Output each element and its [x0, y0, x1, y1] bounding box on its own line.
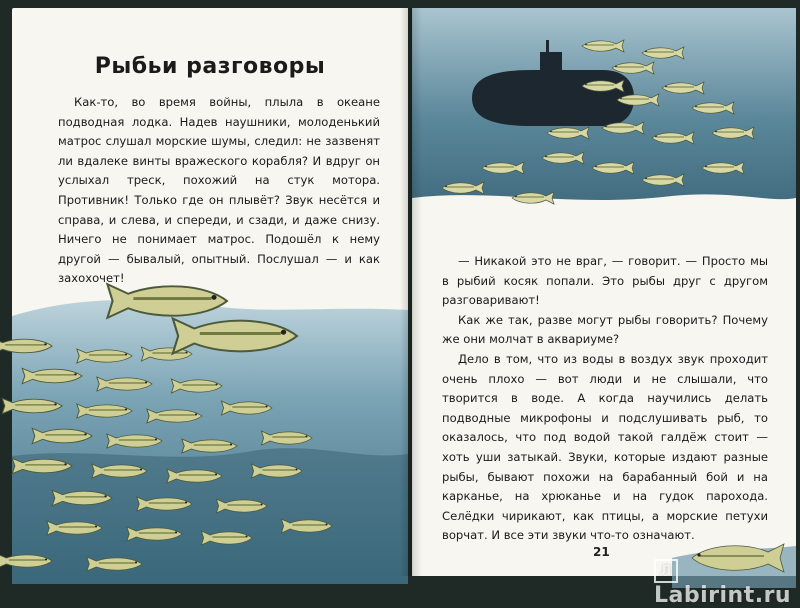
right-page — [412, 8, 796, 608]
paragraph-3: Дело в том, что из воды в воздух звук проходит очень плохо — вот люди и не слышали, что творится в воде. А когда научились делать подводные микрофоны и подслушивать рыб, то оказалось, что под водой такой галдёж стоит — хоть уши затыкай. Звуки, которые издают разные рыбы, бывают похожи на барабанный бой и на карканье, на хрюканье и на гудок парохода. Селёдки чирикают, как птицы, а морские петухи ворчат. И все эти звуки что-то означают. — [442, 351, 768, 543]
book-gutter — [400, 8, 422, 576]
story-paragraph: Как-то, во время войны, плыла в океане подводная лодка. Надев наушники, молоденький матрос слушал морские шумы, следил: не зазвенят ли вдалеке винты вражеского корабля? И вдруг он услыхал треск, похожий на стук мотора. Противник! Только где он плывёт? Звук несётся и справа, и слева, и спереди, и сзади, и даже снизу. Ничего не понимает матрос. Подошёл к нему другой — бывалый, опытный. Послушал — и как захохочет! — [58, 95, 380, 286]
page-number: 21 — [593, 545, 610, 559]
fish-school-illustration — [12, 276, 408, 584]
submarine-illustration — [412, 8, 796, 230]
paragraph-1: — Никакой это не враг, — говорит. — Просто мы в рыбий косяк попали. Это рыбы друг с другом разговаривают! — [442, 254, 768, 308]
story-continuation — [442, 252, 768, 546]
left-page — [12, 8, 408, 576]
watermark-logo-icon: Л — [654, 559, 678, 583]
paragraph-2: Как же так, разве могут рыбы говорить? Почему же они молчат в аквариуме? — [442, 312, 768, 347]
page-title: Рыбьи разговоры — [94, 54, 326, 79]
watermark-text: Labirint.ru — [654, 583, 792, 608]
watermark — [654, 552, 796, 608]
